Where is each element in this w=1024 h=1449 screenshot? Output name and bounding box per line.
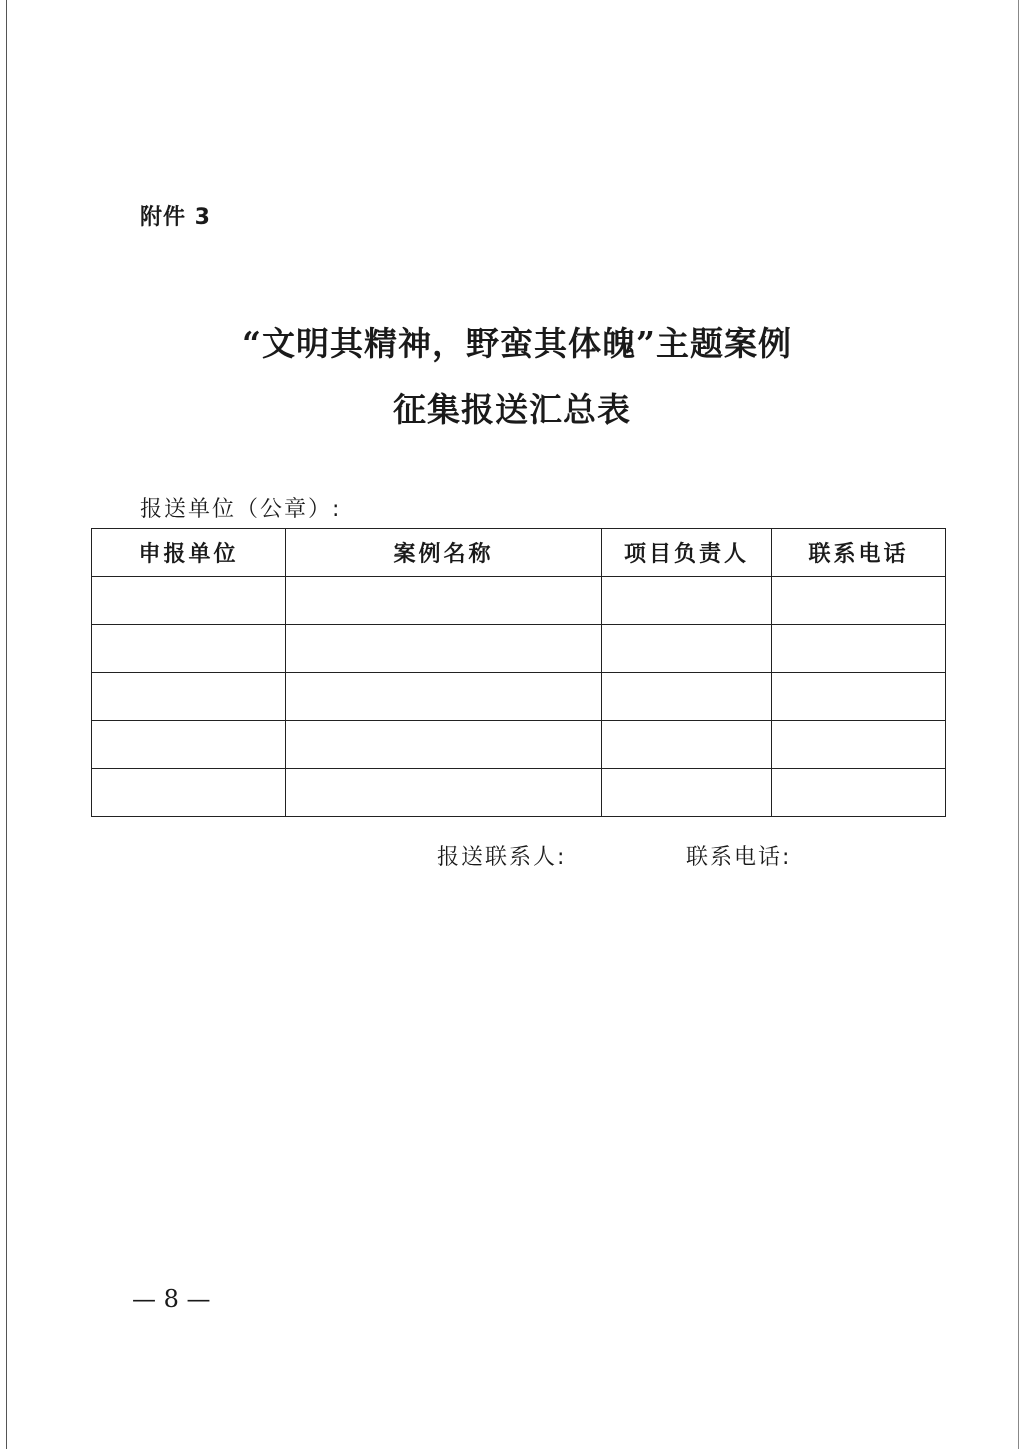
contact-person-label: 报送联系人: [437, 845, 567, 870]
summary-table [91, 528, 946, 817]
page-edge-right [1018, 0, 1019, 1449]
table-cell [772, 721, 946, 769]
table-cell [92, 625, 286, 673]
table-row [92, 769, 946, 817]
contact-phone-label: 联系电话: [686, 845, 792, 870]
table-cell [602, 769, 772, 817]
table-cell [602, 625, 772, 673]
table-row [92, 577, 946, 625]
table-header-row [92, 529, 946, 577]
table-cell [92, 769, 286, 817]
submit-unit-label: 报送单位（公章）: [140, 497, 342, 522]
table-cell [772, 625, 946, 673]
table-cell [772, 769, 946, 817]
document-title-line-1: “文明其精神，野蛮其体魄”主题案例 [242, 324, 792, 363]
document-title-line-2: 征集报送汇总表 [393, 390, 631, 429]
table-cell [92, 577, 286, 625]
column-header-applicant-unit: 申报单位 [92, 529, 286, 577]
table-cell [286, 721, 602, 769]
page-edge-left [6, 0, 7, 1449]
table-cell [772, 577, 946, 625]
table-cell [286, 769, 602, 817]
table-cell [92, 673, 286, 721]
page-number: — 8 — [132, 1285, 211, 1313]
table-row [92, 625, 946, 673]
table-cell [602, 673, 772, 721]
table-cell [286, 577, 602, 625]
attachment-label: 附件 3 [140, 205, 211, 230]
table-cell [286, 625, 602, 673]
column-header-project-lead: 项目负责人 [602, 529, 772, 577]
table-cell [92, 721, 286, 769]
table-cell [772, 673, 946, 721]
table-cell [286, 673, 602, 721]
column-header-case-name: 案例名称 [286, 529, 602, 577]
table-cell [602, 577, 772, 625]
table-cell [602, 721, 772, 769]
table-row [92, 721, 946, 769]
column-header-contact-phone: 联系电话 [772, 529, 946, 577]
table-row [92, 673, 946, 721]
